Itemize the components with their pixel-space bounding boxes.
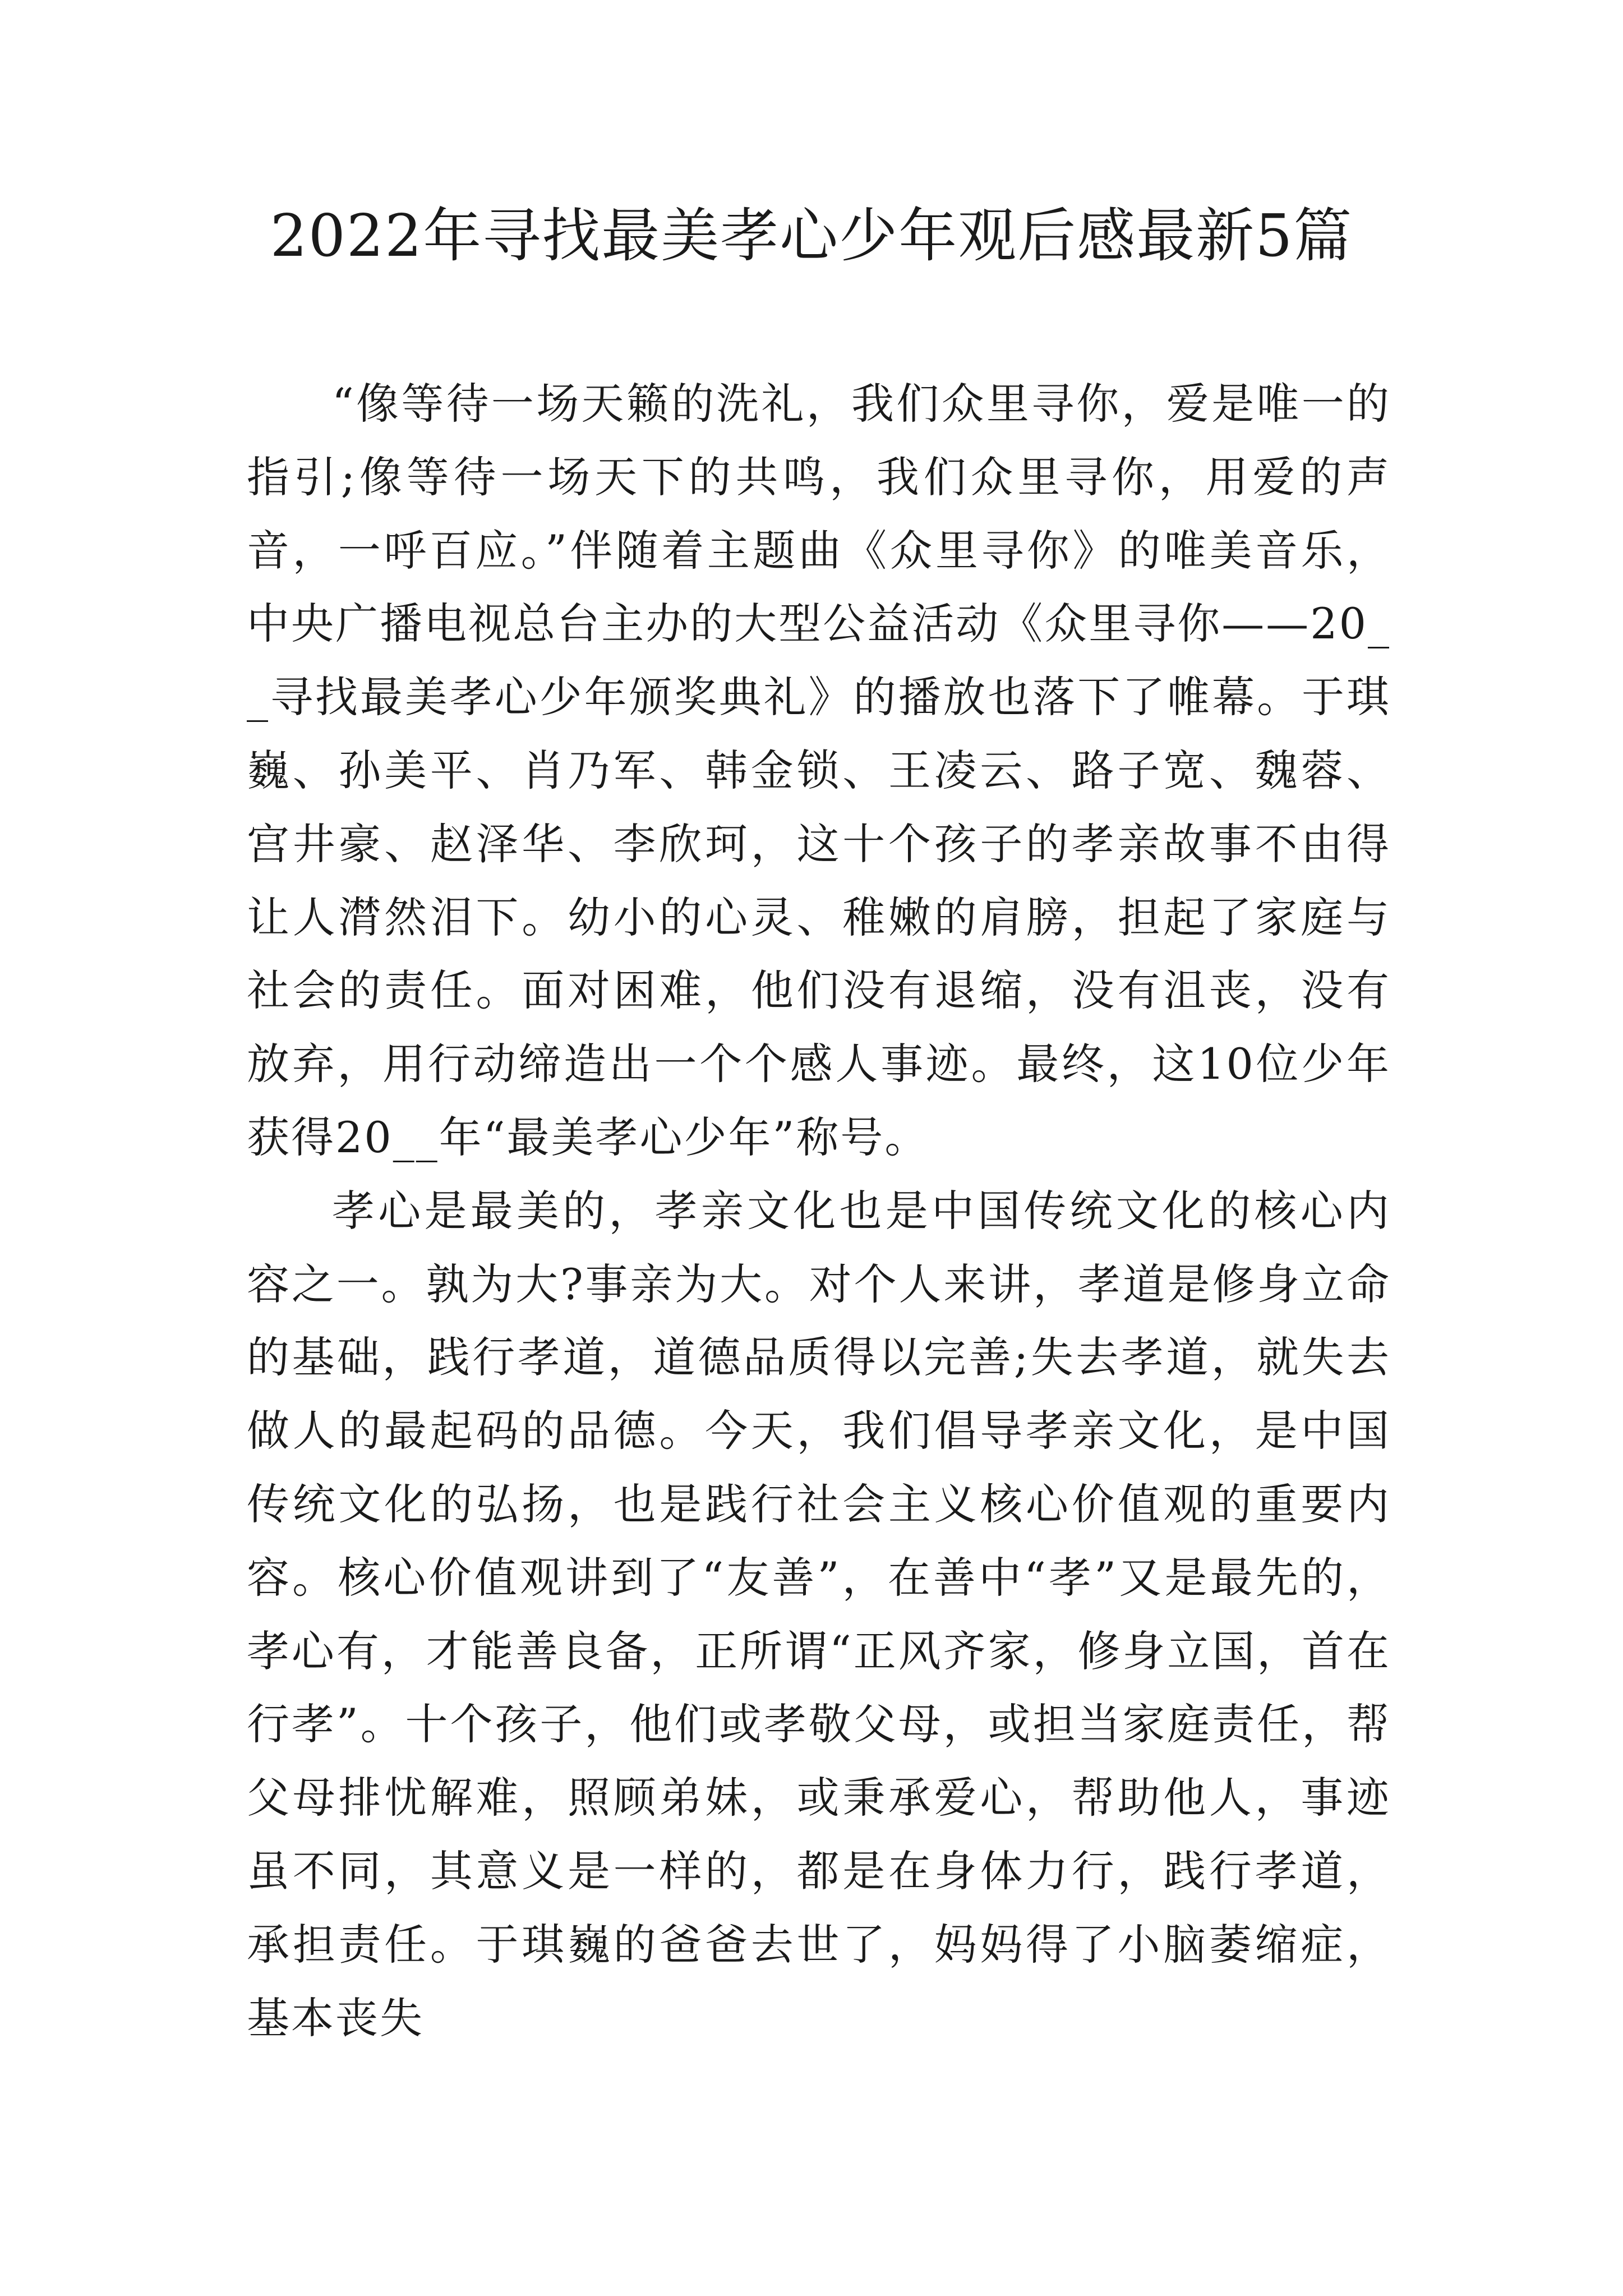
document-title: 2022年寻找最美孝心少年观后感最新5篇 xyxy=(270,201,1353,270)
document-body xyxy=(247,367,1391,2055)
paragraph-2: 孝心是最美的，孝亲文化也是中国传统文化的核心内容之一。孰为大?事亲为大。对个人来讲，孝道是修身立命的基础，践行孝道，道德品质得以完善;失去孝道，就失去做人的最起码的品德。今天，我们倡导孝亲文化，是中国传统文化的弘扬，也是践行社会主义核心价值观的重要内容。核心价值观讲到了“友善”，在善中“孝”又是最先的，孝心有，才能善良备，正所谓“正风齐家，修身立国，首在行孝”。十个孩子，他们或孝敬父母，或担当家庭责任，帮父母排忧解难，照顾弟妹，或秉承爱心，帮助他人，事迹虽不同，其意义是一样的，都是在身体力行，践行孝道，承担责任。于琪巍的爸爸去世了，妈妈得了小脑萎缩症，基本丧失 xyxy=(247,1185,1391,2043)
paragraph-1: “像等待一场天籁的洗礼，我们众里寻你，爱是唯一的指引;像等待一场天下的共鸣，我们众里寻你，用爱的声音，一呼百应。”伴随着主题曲《众里寻你》的唯美音乐，中央广播电视总台主办的大型公益活动《众里寻你——20__寻找最美孝心少年颁奖典礼》的播放也落下了帷幕。于琪巍、孙美平、肖乃军、韩金锁、王凌云、路子宽、魏蓉、宫井豪、赵泽华、李欣珂，这十个孩子的孝亲故事不由得让人潸然泪下。幼小的心灵、稚嫩的肩膀，担起了家庭与社会的责任。面对困难，他们没有退缩，没有沮丧，没有放弃，用行动缔造出一个个感人事迹。最终，这10位少年获得20__年“最美孝心少年”称号。 xyxy=(247,379,1391,1162)
